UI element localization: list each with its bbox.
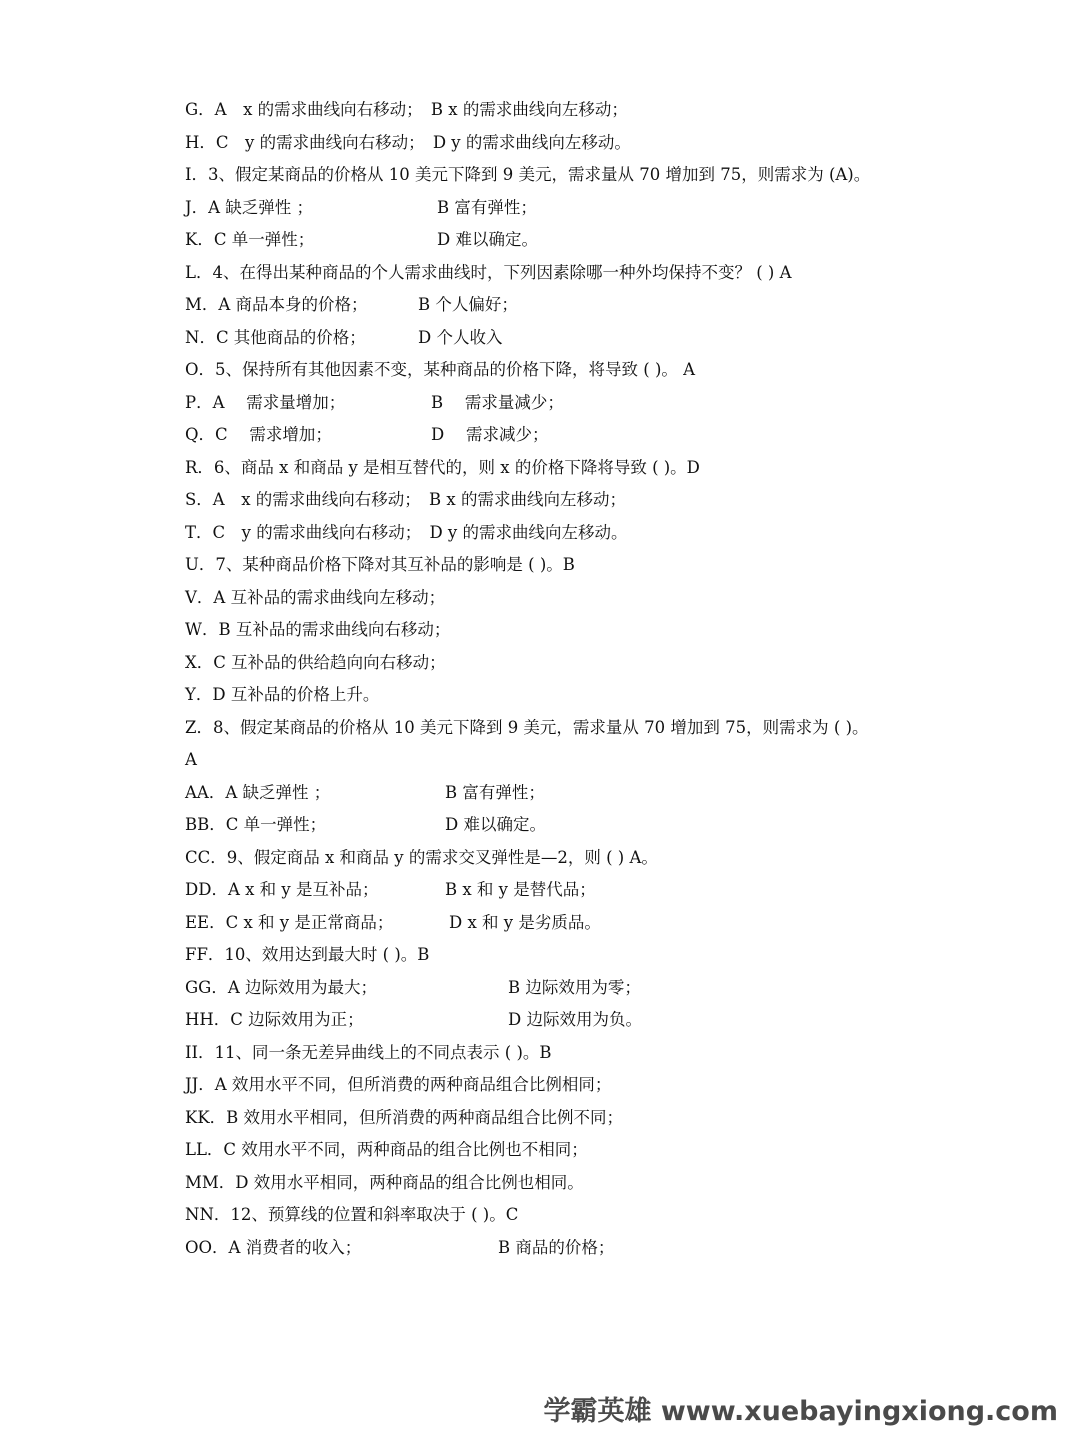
option-left: EE．C x 和 y 是正常商品； bbox=[185, 912, 394, 932]
line-text: W．B 互补品的需求曲线向右移动； bbox=[185, 620, 451, 639]
option-left: BB．C 单一弹性； bbox=[185, 815, 327, 834]
text-line bbox=[185, 842, 1045, 875]
option-left: J．A 缺乏弹性 ； bbox=[185, 197, 314, 217]
line-text: A bbox=[185, 750, 197, 769]
text-line bbox=[185, 484, 1045, 517]
text-line bbox=[185, 582, 1045, 615]
line-text: Y．D 互补品的价格上升。 bbox=[185, 685, 380, 704]
text-line bbox=[185, 907, 1045, 940]
text-line bbox=[185, 744, 1045, 777]
option-right: B 富有弹性； bbox=[445, 782, 545, 802]
text-line bbox=[185, 94, 1045, 127]
option-left: Q．C 需求增加； bbox=[185, 425, 332, 444]
line-text: II．11、同一条无差异曲线上的不同点表示 ( )。B bbox=[185, 1042, 552, 1062]
text-line bbox=[185, 419, 1045, 452]
option-right: B 边际效用为零； bbox=[508, 977, 641, 997]
line-text: O．5、保持所有其他因素不变，某种商品的价格下降，将导致 ( )。 A bbox=[185, 360, 696, 379]
text-line bbox=[185, 127, 1045, 160]
text-line bbox=[185, 1134, 1045, 1167]
option-right: D x 和 y 是劣质品。 bbox=[449, 912, 601, 932]
option-left: OO．A 消费者的收入； bbox=[185, 1237, 362, 1257]
text-line bbox=[185, 939, 1045, 972]
option-right: D 难以确定。 bbox=[445, 815, 546, 834]
option-left: P．A 需求量增加； bbox=[185, 392, 346, 412]
line-text: S．A x 的需求曲线向右移动； B x 的需求曲线向左移动； bbox=[185, 490, 626, 509]
option-right: B 商品的价格； bbox=[498, 1237, 615, 1257]
option-left: GG．A 边际效用为最大； bbox=[185, 977, 378, 997]
line-text: R．6、商品 x 和商品 y 是相互替代的，则 x 的价格下降将导致 ( )。D bbox=[185, 457, 700, 477]
line-text: CC．9、假定商品 x 和商品 y 的需求交叉弹性是—2，则 ( ) A。 bbox=[185, 847, 658, 867]
text-line bbox=[185, 1004, 1045, 1037]
line-text: L．4、在得出某种商品的个人需求曲线时，下列因素除哪一种外均保持不变？ ( ) A bbox=[185, 262, 792, 282]
line-text: LL．C 效用水平不同，两种商品的组合比例也不相同； bbox=[185, 1140, 588, 1159]
option-right: D 边际效用为负。 bbox=[508, 1010, 642, 1029]
option-left: K．C 单一弹性； bbox=[185, 230, 315, 249]
option-left: DD．A x 和 y 是互补品； bbox=[185, 880, 379, 899]
text-line bbox=[185, 614, 1045, 647]
line-text: G．A x 的需求曲线向右移动； B x 的需求曲线向左移动； bbox=[185, 100, 628, 119]
text-line bbox=[185, 972, 1045, 1005]
text-line bbox=[185, 192, 1045, 225]
option-right: B x 和 y 是替代品； bbox=[445, 880, 596, 899]
text-line bbox=[185, 452, 1045, 485]
option-right: D 个人收入 bbox=[418, 327, 503, 347]
option-right: D 难以确定。 bbox=[437, 230, 538, 249]
option-right: B 富有弹性； bbox=[437, 197, 537, 217]
line-text: MM．D 效用水平相同，两种商品的组合比例也相同。 bbox=[185, 1172, 584, 1192]
line-text: V．A 互补品的需求曲线向左移动； bbox=[185, 587, 446, 607]
line-text: KK．B 效用水平相同，但所消费的两种商品组合比例不同； bbox=[185, 1107, 624, 1127]
text-line bbox=[185, 1102, 1045, 1135]
text-line bbox=[185, 1232, 1045, 1265]
option-right: B 需求量减少； bbox=[431, 392, 564, 412]
text-line bbox=[185, 354, 1045, 387]
text-line bbox=[185, 517, 1045, 550]
line-text: X．C 互补品的供给趋向向右移动； bbox=[185, 652, 446, 672]
text-line bbox=[185, 289, 1045, 322]
line-text: U．7、某种商品价格下降对其互补品的影响是 ( )。B bbox=[185, 555, 575, 574]
text-line bbox=[185, 159, 1045, 192]
option-left: AA．A 缺乏弹性 ； bbox=[185, 782, 331, 802]
text-line bbox=[185, 647, 1045, 680]
option-right: B 个人偏好； bbox=[418, 295, 518, 314]
option-right: D 需求减少； bbox=[431, 425, 549, 444]
text-line bbox=[185, 1167, 1045, 1200]
line-text: Z．8、假定某商品的价格从 10 美元下降到 9 美元，需求量从 70 增加到 75，则需求为 ( )。 bbox=[185, 717, 869, 737]
question-list bbox=[185, 94, 1045, 1264]
text-line bbox=[185, 712, 1045, 745]
option-left: M．A 商品本身的价格； bbox=[185, 295, 368, 314]
text-line bbox=[185, 387, 1045, 420]
text-line bbox=[185, 322, 1045, 355]
option-left: N．C 其他商品的价格； bbox=[185, 327, 366, 347]
line-text: T．C y 的需求曲线向右移动； D y 的需求曲线向左移动。 bbox=[185, 522, 628, 542]
text-line bbox=[185, 1069, 1045, 1102]
text-line bbox=[185, 777, 1045, 810]
text-line bbox=[185, 809, 1045, 842]
text-line bbox=[185, 1199, 1045, 1232]
option-left: HH．C 边际效用为正； bbox=[185, 1010, 364, 1029]
text-line bbox=[185, 874, 1045, 907]
line-text: I．3、假定某商品的价格从 10 美元下降到 9 美元，需求量从 70 增加到 75，则需求为 (A)。 bbox=[185, 165, 871, 184]
line-text: JJ．A 效用水平不同，但所消费的两种商品组合比例相同； bbox=[185, 1075, 612, 1094]
text-line bbox=[185, 549, 1045, 582]
line-text: NN．12、预算线的位置和斜率取决于 ( )。C bbox=[185, 1205, 519, 1224]
line-text: FF．10、效用达到最大时 ( )。B bbox=[185, 945, 430, 964]
text-line bbox=[185, 257, 1045, 290]
site-watermark: 学霸英雄 www.xuebayingxiong.com bbox=[543, 1396, 1058, 1427]
line-text: H．C y 的需求曲线向右移动； D y 的需求曲线向左移动。 bbox=[185, 132, 631, 152]
text-line bbox=[185, 679, 1045, 712]
text-line bbox=[185, 1037, 1045, 1070]
text-line bbox=[185, 224, 1045, 257]
